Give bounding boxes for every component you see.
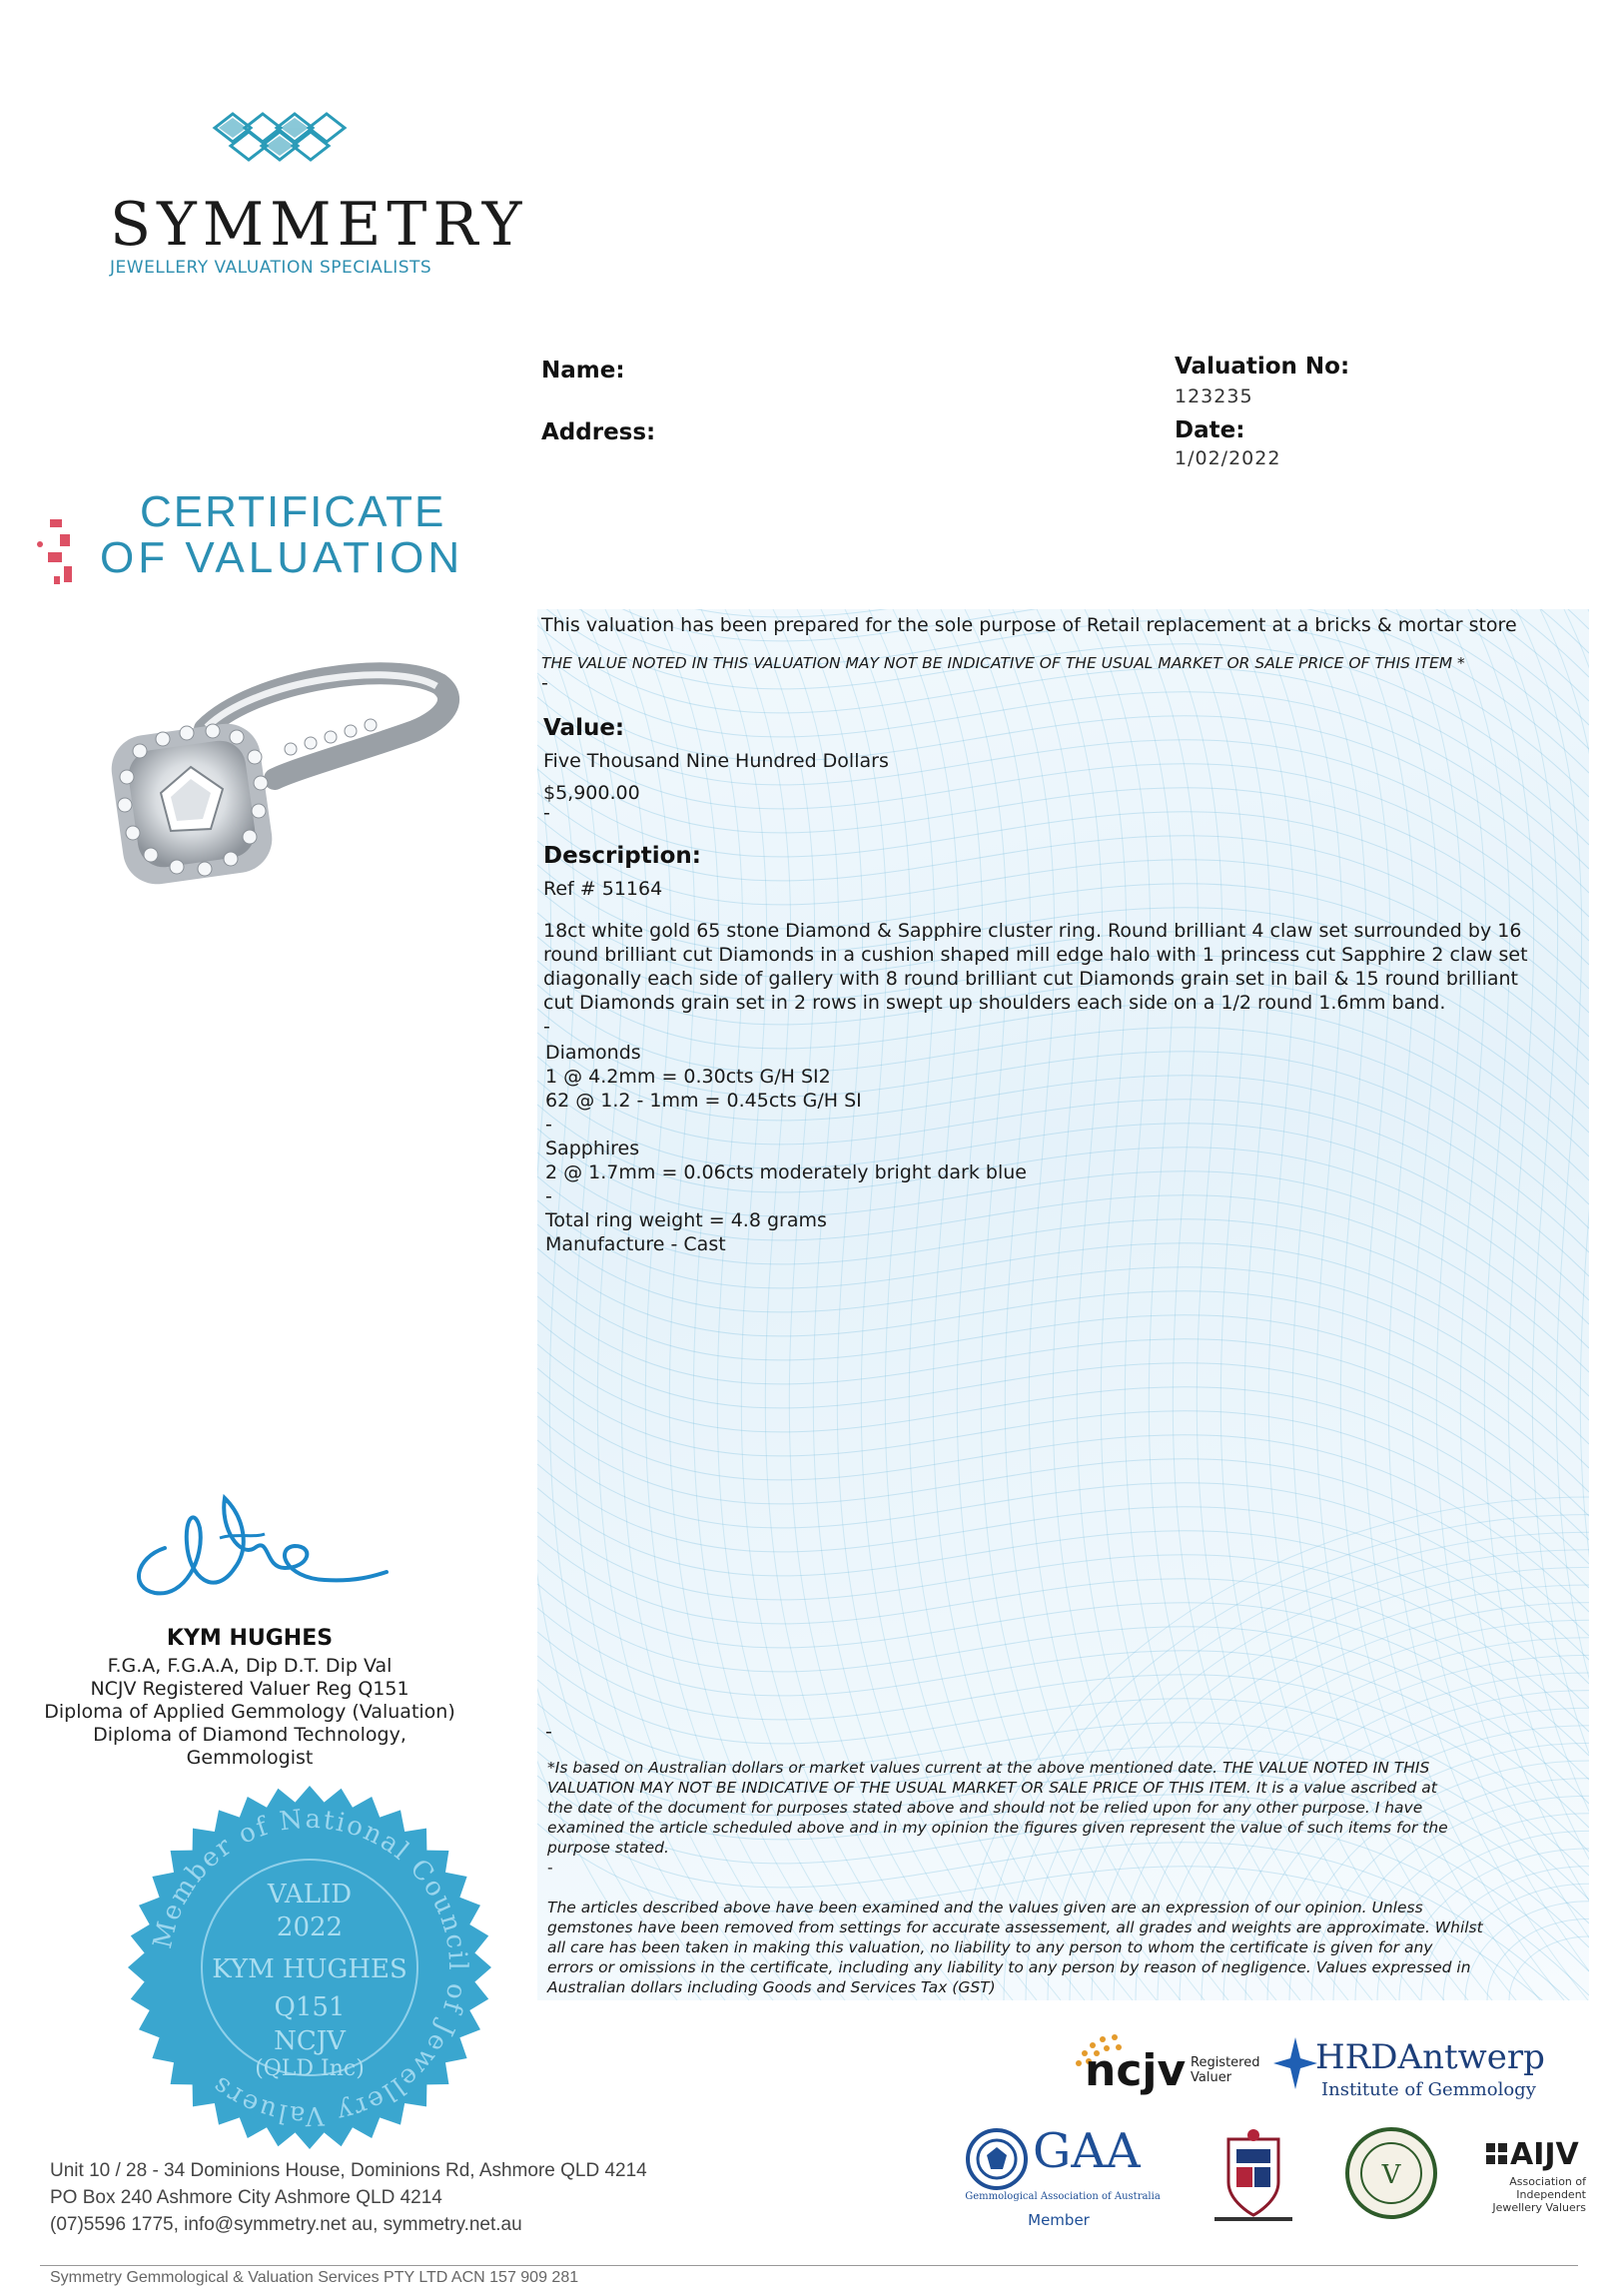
value-in-words: Five Thousand Nine Hundred Dollars (543, 750, 889, 772)
description-label: Description: (543, 843, 701, 869)
valuation-panel (537, 609, 1589, 2000)
valuation-number: 123235 (1175, 385, 1253, 407)
certificate-subtitle: OF VALUATION (100, 533, 464, 582)
ncjv-logo (1069, 2025, 1268, 2095)
aijv-wordmark: AIJV (1510, 2137, 1579, 2172)
brand-name: SYMMETRY (110, 190, 528, 260)
svg-text:VALID: VALID (267, 1880, 353, 1910)
svg-text:Q151: Q151 (274, 1992, 346, 2022)
svg-text:2022: 2022 (276, 1913, 344, 1942)
valuation-purpose: This valuation has been prepared for the sole purpose of Retail replacement at a bricks & mortar store (541, 614, 1517, 636)
valuation-number-label: Valuation No: (1175, 354, 1350, 380)
gaa-wordmark: GAA (1033, 2123, 1141, 2179)
value-disclaimer: THE VALUE NOTED IN THIS VALUATION MAY NOT BE INDICATIVE OF THE USUAL MARKET OR SALE PRICE OF THIS ITEM * (541, 654, 1465, 672)
value-label: Value: (543, 715, 625, 741)
signer-qualification: Diploma of Diamond Technology, (93, 1724, 406, 1746)
separator-dash: - (543, 802, 550, 824)
address-label: Address: (541, 419, 656, 445)
aijv-mark-icon (1486, 2143, 1508, 2167)
footer-divider (40, 2265, 1578, 2266)
date-label: Date: (1175, 417, 1245, 443)
aijv-subtitle: Association of Independent Jewellery Valuers (1492, 2175, 1586, 2214)
symmetry-logo-icon (205, 108, 355, 166)
gemmological-crest-icon (1208, 2127, 1298, 2227)
ncjv-seal-icon (110, 1778, 509, 2157)
footnote-valuation-basis: *Is based on Australian dollars or market values current at the above mentioned date. THE VALUE NOTED IN THIS VALUATION MAY NOT BE INDICATIVE OF THE USUAL MARKET OR SALE PRICE OF THIS ITEM. It is a value ascribed at the date of the document for purposes stated above and should not be relied upon for any other purpose. I have examined the article scheduled above and in my opinion the figures given represent the value of such items for the purpose stated. - (547, 1759, 1448, 1877)
signer-qualification: Gemmologist (186, 1747, 314, 1769)
signer-qualification: Diploma of Applied Gemmology (Valuation) (44, 1701, 455, 1723)
signer-qualification: F.G.A, F.G.A.A, Dip D.T. Dip Val (107, 1655, 393, 1677)
name-label: Name: (541, 358, 625, 383)
hrd-antwerp-logo (1273, 2037, 1563, 2107)
valuation-date: 1/02/2022 (1175, 447, 1281, 469)
svg-text:V: V (1381, 2160, 1401, 2190)
svg-text:Member of National Council of: Member of National Council of Jewellery Valuers (147, 1804, 473, 2131)
ncjv-wordmark: ncjv (1085, 2045, 1187, 2096)
footer-company: Symmetry Gemmological & Valuation Services PTY LTD ACN 157 909 281 (50, 2269, 579, 2286)
gaa-subtitle: Gemmological Association of Australia (965, 2191, 1161, 2202)
ncjv-subtitle: Registered Valuer (1191, 2055, 1260, 2085)
svg-text:NCJV: NCJV (274, 2026, 346, 2056)
hrd-star-icon (1273, 2037, 1317, 2089)
separator-dash: - (545, 1721, 552, 1743)
certificate-title: CERTIFICATE (140, 487, 446, 536)
svg-text:KYM HUGHES: KYM HUGHES (212, 1954, 407, 1984)
hrd-subtitle: Institute of Gemmology (1321, 2079, 1536, 2100)
signer-name: KYM HUGHES (166, 1626, 334, 1651)
svg-text:(QLD Inc): (QLD Inc) (255, 2056, 365, 2081)
signer-block (0, 1626, 499, 1770)
footnote-liability: The articles described above have been examined and the values given are an expression of our opinion. Unless gemstones have been removed from settings for accurate assessement, all grades and weights are approximate. Whilst all care has been taken in making this valuation, no liability to any person to whom the certificate is given for any errors or omissions in the certificate, including any liability to any person by reason of negligence. Values expressed in Australian dollars including Goods and Services Tax (GST) (547, 1899, 1483, 1996)
gaa-logo (959, 2119, 1159, 2229)
separator-dash: - (541, 672, 548, 694)
brand-tagline: JEWELLERY VALUATION SPECIALISTS (110, 258, 432, 278)
red-stamp-mark-icon (20, 504, 80, 599)
aijv-logo (1478, 2137, 1588, 2227)
description-text: 18ct white gold 65 stone Diamond & Sapphire cluster ring. Round brilliant 4 claw set surrounded by 16 round brilliant cut Diamonds in a cushion shaped mill edge halo with 1 princess cut Sapphire 2 claw set diagonally each side of gallery with 8 round brilliant cut Diamonds grain set in bail & 15 round brilliant cut Diamonds grain set in 2 rows in swept up shoulders each side on a 1/2 round 1.6mm band. - (543, 920, 1528, 1038)
signature-image (125, 1488, 395, 1603)
diamonds-section: Diamonds 1 @ 4.2mm = 0.30cts G/H SI2 62 @ 1.2 - 1mm = 0.45cts G/H SI - Sapphires 2 @ 1.7mm = 0.06cts moderately bright dark blue - Total ring weight = 4.8 grams Manufacture - Cast (545, 1042, 1027, 1255)
value-amount: $5,900.00 (543, 782, 640, 804)
gaa-emblem-icon (965, 2127, 1029, 2191)
gaa-member-label: Member (1028, 2211, 1090, 2229)
footer-address: Unit 10 / 28 - 34 Dominions House, Dominions Rd, Ashmore QLD 4214 PO Box 240 Ashmore City Ashmore QLD 4214 (07)5596 1775, info@symmetry.net au, symmetry.net.au (50, 2160, 647, 2235)
ring-photo (95, 639, 464, 899)
hrd-wordmark: HRDAntwerp (1315, 2037, 1545, 2077)
signer-qualification: NCJV Registered Valuer Reg Q151 (90, 1678, 409, 1700)
reference-number: Ref # 51164 (543, 878, 663, 900)
valuers-institute-seal-icon (1343, 2125, 1439, 2221)
